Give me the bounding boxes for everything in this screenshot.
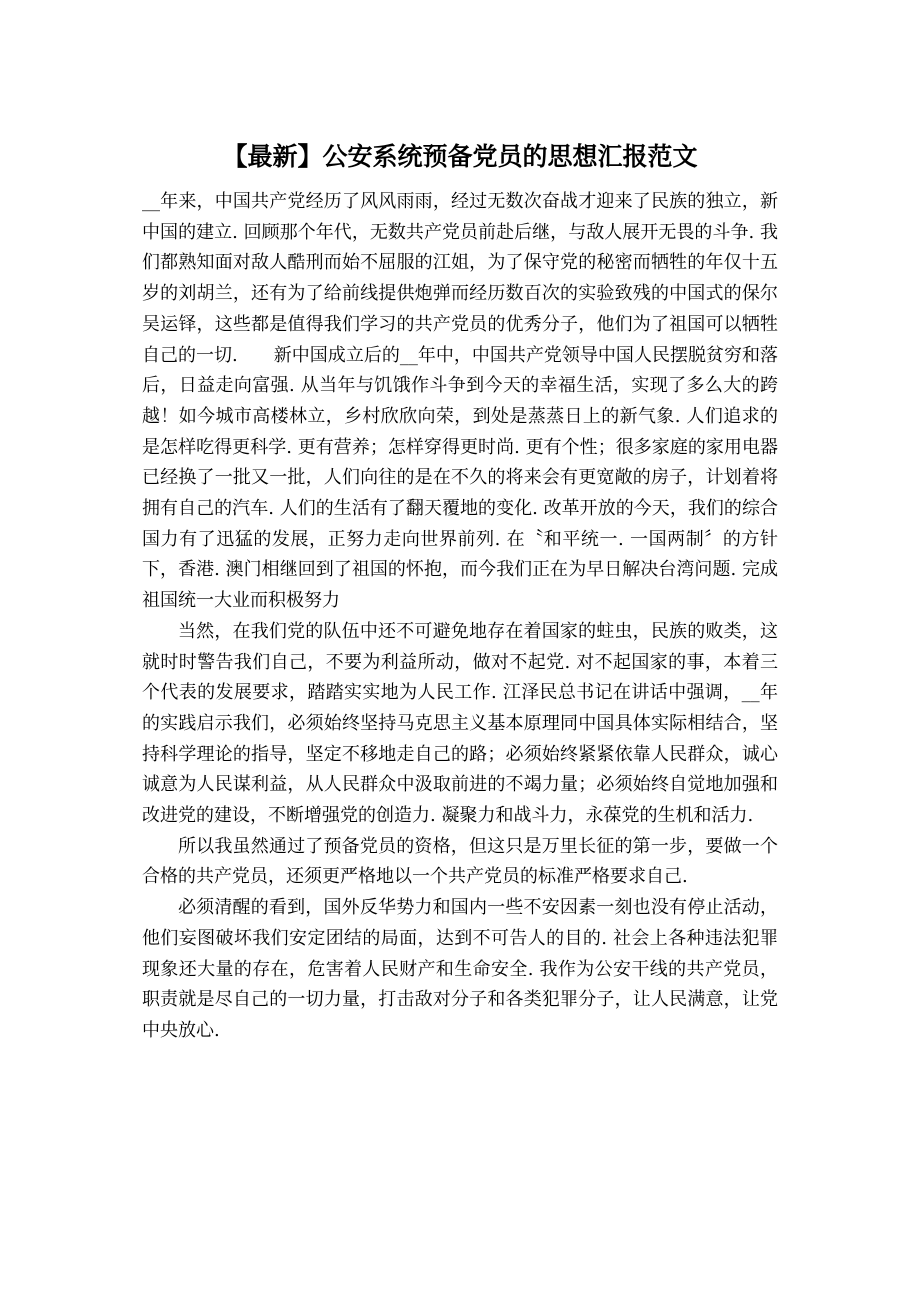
document-title: 【最新】公安系统预备党员的思想汇报范文 bbox=[222, 142, 698, 171]
paragraph-4: 必须清醒的看到，国外反华势力和国内一些不安因素一刻也没有停止活动，他们妄图破坏我们安定团结的局面，达到不可告人的目的. 社会上各种违法犯罪现象还大量的存在，危害着人民财产和生命安全. 我作为公安干线的共产党员，职责就是尽自己的一切力量，打击敌对分子和各类犯罪分子，让人民满意，让党中央放心. bbox=[142, 897, 778, 1041]
document-body bbox=[142, 187, 778, 1047]
paragraph-3: 所以我虽然通过了预备党员的资格，但这只是万里长征的第一步，要做一个合格的共产党员，还须更严格地以一个共产党员的标准严格要求自己. bbox=[142, 835, 778, 888]
paragraph-1: __年来，中国共产党经历了风风雨雨，经过无数次奋战才迎来了民族的独立，新中国的建立. 回顾那个年代，无数共产党员前赴后继，与敌人展开无畏的斗争. 我们都熟知面对敌人酷刑而始不屈服的江姐，为了保守党的秘密而牺牲的年仅十五岁的刘胡兰，还有为了给前线提供炮弹而经历数百次的实验致残的中国式的保尔吴运铎，这些都是值得我们学习的共产党员的优秀分子，他们为了祖国可以牺牲自己的一切. 新中国成立后的__年中，中国共产党领导中国人民摆脱贫穷和落后，日益走向富强. 从当年与饥饿作斗争到今天的幸福生活，实现了多么大的跨越！如今城市高楼林立，乡村欣欣向荣，到处是蒸蒸日上的新气象. 人们追求的是怎样吃得更科学. 更有营养；怎样穿得更时尚. 更有个性；很多家庭的家用电器已经换了一批又一批，人们向往的是在不久的将来会有更宽敞的房子，计划着将拥有自己的汽车. 人们的生活有了翻天覆地的变化. 改革开放的今天，我们的综合国力有了迅猛的发展，正努力走向世界前列. 在〝和平统一. 一国两制〞的方针下，香港. 澳门相继回到了祖国的怀抱，而今我们正在为早日解决台湾问题. 完成祖国统一大业而积极努力 bbox=[142, 191, 778, 612]
paragraph-2: 当然，在我们党的队伍中还不可避免地存在着国家的蛀虫，民族的败类，这就时时警告我们自己，不要为利益所动，做对不起党. 对不起国家的事，本着三个代表的发展要求，踏踏实实地为人民工作. 江泽民总书记在讲话中强调，__年的实践启示我们，必须始终坚持马克思主义基本原理同中国具体实际相结合，坚持科学理论的指导，坚定不移地走自己的路；必须始终紧紧依靠人民群众，诚心诚意为人民谋利益，从人民群众中汲取前进的不竭力量；必须始终自觉地加强和改进党的建设，不断增强党的创造力. 凝聚力和战斗力，永葆党的生机和活力. bbox=[142, 620, 778, 827]
